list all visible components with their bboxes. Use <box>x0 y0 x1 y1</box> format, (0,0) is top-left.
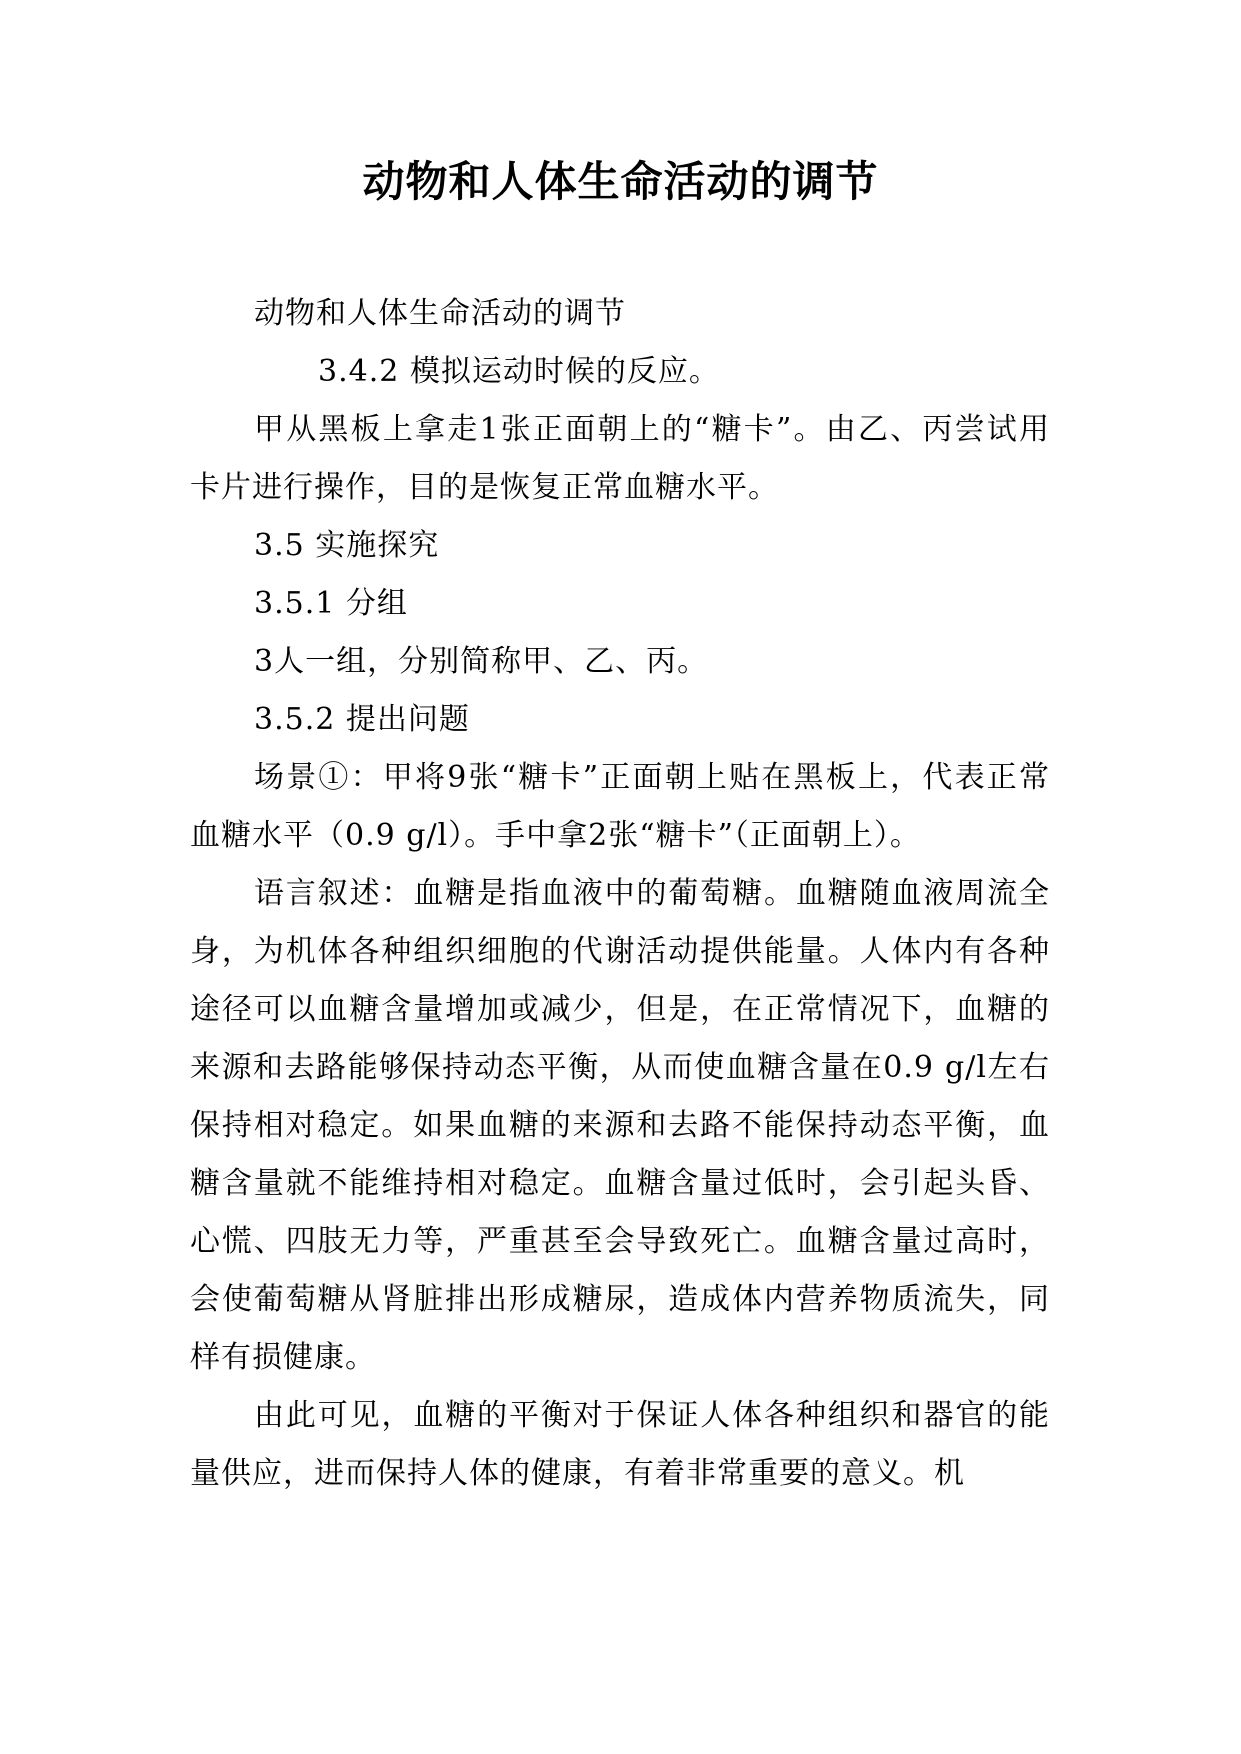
paragraph-action: 甲从黑板上拿走1张正面朝上的“糖卡”。由乙、丙尝试用卡片进行操作，目的是恢复正常血糖水平。 <box>190 412 1050 505</box>
paragraph-section-3-5-2: 3.5.2 提出问题 <box>254 702 470 737</box>
paragraph-narration: 语言叙述：血糖是指血液中的葡萄糖。血糖随血液周流全身，为机体各种组织细胞的代谢活动提供能量。人体内有各种途径可以血糖含量增加或减少，但是，在正常情况下，血糖的来源和去路能够保持动态平衡，从而使血糖含量在0.9 g/l左右保持相对稳定。如果血糖的来源和去路不能保持动态平衡，血糖含量就不能维持相对稳定。血糖含量过低时，会引起头昏、心慌、四肢无力等，严重甚至会导致死亡。血糖含量过高时，会使葡萄糖从肾脏排出形成糖尿，造成体内营养物质流失，同样有损健康。 <box>190 876 1050 1375</box>
paragraph-conclusion: 由此可见，血糖的平衡对于保证人体各种组织和器官的能量供应，进而保持人体的健康，有着非常重要的意义。机 <box>190 1398 1050 1491</box>
paragraph-subtitle: 动物和人体生命活动的调节 <box>254 296 626 331</box>
paragraph-section-3-5-1: 3.5.1 分组 <box>254 586 408 621</box>
page-title: 动物和人体生命活动的调节 <box>362 157 879 206</box>
paragraph-scene-1: 场景①：甲将9张“糖卡”正面朝上贴在黑板上，代表正常血糖水平（0.9 g/l）。手中拿2张“糖卡”（正面朝上）。 <box>190 760 1050 853</box>
paragraph-section-3-5: 3.5 实施探究 <box>254 528 440 563</box>
paragraph-section-3-4-2: 3.4.2 模拟运动时候的反应。 <box>318 354 720 389</box>
paragraph-grouping: 3人一组，分别简称甲、乙、丙。 <box>254 644 709 679</box>
document-body <box>190 285 1050 1503</box>
